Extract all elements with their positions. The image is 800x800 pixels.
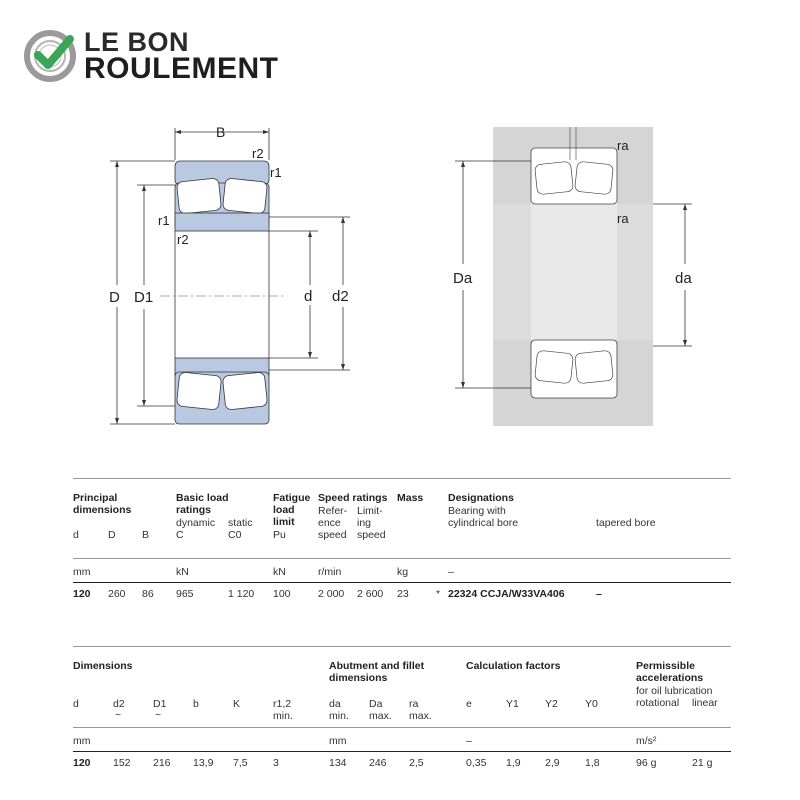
label-B: B (216, 124, 226, 140)
h-rotational: rotational (636, 697, 680, 709)
h2-da: da (329, 698, 341, 710)
cell-B: 86 (142, 588, 154, 600)
h2-Y0: Y0 (585, 698, 598, 710)
unit-kN: kN (176, 566, 189, 578)
h-principal-2: dimensions (73, 504, 132, 516)
unit2-mm-2: mm (329, 735, 347, 747)
h-dimensions: Dimensions (73, 660, 133, 672)
h-oil: for oil lubrication (636, 685, 713, 697)
h2-d: d (73, 698, 79, 710)
label-r2-top: r2 (252, 146, 264, 161)
h-abutment-2: dimensions (329, 672, 388, 684)
h-abutment-1: Abutment and fillet (329, 660, 425, 672)
h-principal-1: Principal (73, 492, 118, 504)
unit-kN-2: kN (273, 566, 286, 578)
h-bearing-2: cylindrical bore (448, 517, 519, 529)
label-D1: D1 (134, 289, 154, 306)
cell-C0: 1 120 (228, 588, 255, 600)
unit-kg: kg (397, 566, 409, 578)
h-fatigue-3: limit (273, 516, 295, 528)
h2-r12: r1,2 (273, 698, 292, 710)
h-ref-3: speed (318, 529, 347, 541)
h2-Da-max: max. (369, 710, 392, 722)
h-lim-2: ing (357, 517, 372, 529)
label-r1-top: r1 (270, 165, 282, 180)
unit2-ms2: m/s² (636, 735, 657, 747)
h-ref-1: Refer- (318, 505, 348, 517)
cell2-K: 7,5 (233, 757, 248, 769)
h2-Y2: Y2 (545, 698, 558, 710)
h2-b: b (193, 698, 199, 710)
h2-D1: D1 (153, 698, 167, 710)
h2-ra-max: max. (409, 710, 432, 722)
h-lim-3: speed (357, 529, 386, 541)
cell-tapered: – (596, 588, 602, 600)
unit-rmin: r/min (318, 566, 342, 578)
h2-da-min: min. (329, 710, 349, 722)
h-perm-1: Permissible (636, 660, 695, 672)
cell-lim-speed: 2 600 (357, 588, 384, 600)
h-bearing-1: Bearing with (448, 505, 506, 517)
cell2-lin: 21 g (692, 757, 713, 769)
h-D: D (108, 529, 116, 541)
label-r2-left: r2 (177, 232, 189, 247)
h2-e: e (466, 698, 472, 710)
divider (73, 646, 731, 647)
h-dynamic: dynamic (176, 517, 216, 529)
cell-d: 120 (73, 588, 91, 600)
cell2-r12: 3 (273, 757, 279, 769)
h-calc: Calculation factors (466, 660, 561, 672)
divider (73, 727, 731, 728)
h-d: d (73, 529, 79, 541)
h2-d2: d2 (113, 698, 125, 710)
unit2-dash: – (466, 735, 472, 747)
h2-tilde-2: ~ (155, 709, 162, 721)
cell2-D1: 216 (153, 757, 171, 769)
cell-Pu: 100 (273, 588, 291, 600)
cell-C: 965 (176, 588, 194, 600)
divider (73, 751, 731, 752)
cell-D: 260 (108, 588, 126, 600)
h-fatigue-2: load (273, 504, 295, 516)
label-r1-left: r1 (158, 213, 170, 228)
h2-Y1: Y1 (506, 698, 519, 710)
cell2-e: 0,35 (466, 757, 487, 769)
h-linear: linear (692, 697, 718, 709)
h-basic-2: ratings (176, 504, 212, 516)
h-perm-2: accelerations (636, 672, 704, 684)
h-basic-1: Basic load (176, 492, 229, 504)
cell2-rot: 96 g (636, 757, 657, 769)
unit2-mm: mm (73, 735, 91, 747)
h-B: B (142, 529, 150, 541)
cell2-Y0: 1,8 (585, 757, 600, 769)
h2-K: K (233, 698, 241, 710)
label-ra-mid: ra (617, 211, 629, 226)
h2-tilde-1: ~ (115, 709, 122, 721)
cell2-Y2: 2,9 (545, 757, 560, 769)
logo-line1: LE BON (84, 27, 190, 57)
cell-designation: 22324 CCJA/W33VA406 (448, 588, 565, 600)
h-static: static (228, 517, 253, 529)
cell-ref-speed: 2 000 (318, 588, 345, 600)
h-speed: Speed ratings (318, 492, 388, 504)
label-d: d (304, 288, 313, 305)
cell2-b: 13,9 (193, 757, 214, 769)
cell2-da: 134 (329, 757, 347, 769)
logo-line2: ROULEMENT (84, 52, 279, 85)
h-ref-2: ence (318, 517, 341, 529)
unit-mm: mm (73, 566, 91, 578)
h-mass: Mass (397, 492, 424, 504)
h2-ra: ra (409, 698, 419, 710)
h-fatigue-1: Fatigue (273, 492, 311, 504)
label-da: da (675, 270, 692, 287)
cell2-Y1: 1,9 (506, 757, 521, 769)
cell-star: * (436, 588, 441, 600)
h2-r12-min: min. (273, 710, 293, 722)
h2-Da: Da (369, 698, 383, 710)
cell2-Da: 246 (369, 757, 387, 769)
cell2-ra: 2,5 (409, 757, 424, 769)
cell2-d2: 152 (113, 757, 131, 769)
h-designations: Designations (448, 492, 514, 504)
label-Da: Da (453, 270, 473, 287)
label-ra-top: ra (617, 138, 629, 153)
unit-dash: – (448, 566, 454, 578)
label-d2: d2 (332, 288, 349, 305)
cell-mass: 23 (397, 588, 409, 600)
cell2-d: 120 (73, 757, 91, 769)
h-tapered: tapered bore (596, 517, 656, 529)
h-lim-1: Limit- (357, 505, 383, 517)
h-Pu: Pu (273, 529, 286, 541)
h-C: C (176, 529, 184, 541)
label-D: D (109, 289, 120, 306)
h-C0: C0 (228, 529, 242, 541)
